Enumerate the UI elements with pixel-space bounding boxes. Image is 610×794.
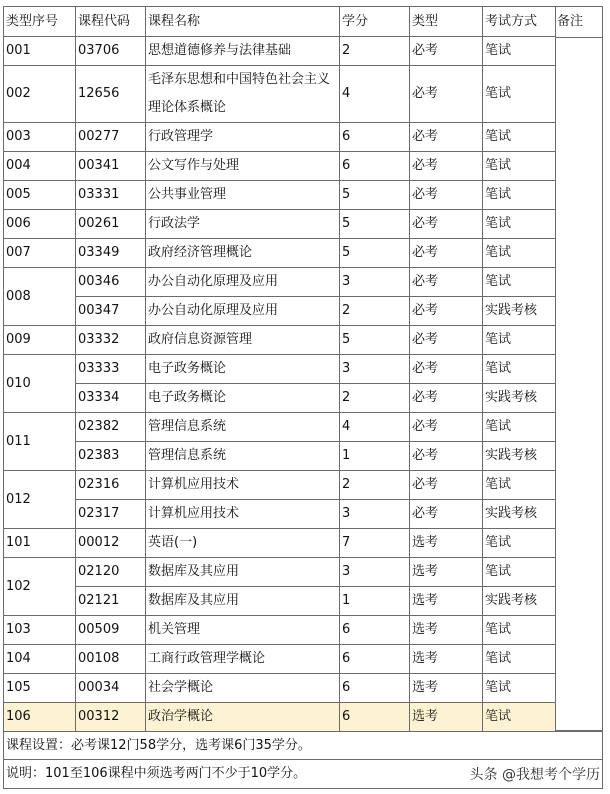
table-row: [4, 268, 556, 297]
credit-cell: 6: [340, 645, 410, 674]
seq-cell: 011: [4, 413, 76, 471]
explanation-note: 说明：101至106课程中须选考两门不少于10学分。: [3, 760, 603, 789]
table-row: [4, 384, 556, 413]
type-cell: 必考: [410, 37, 483, 66]
type-cell: 选考: [410, 645, 483, 674]
name-cell: 公文写作与处理: [146, 152, 340, 181]
table-row: [4, 616, 556, 645]
code-cell: 00261: [76, 210, 146, 239]
type-cell: 必考: [410, 384, 483, 413]
name-cell: 行政法学: [146, 210, 340, 239]
type-cell: 必考: [410, 239, 483, 268]
type-cell: 选考: [410, 529, 483, 558]
credit-cell: 4: [340, 66, 410, 123]
code-cell: 02383: [76, 442, 146, 471]
code-cell: 00509: [76, 616, 146, 645]
credit-cell: 3: [340, 500, 410, 529]
name-cell: 数据库及其应用: [146, 587, 340, 616]
name-cell: 机关管理: [146, 616, 340, 645]
exam-cell: 笔试: [483, 558, 556, 587]
exam-cell: 笔试: [483, 326, 556, 355]
exam-cell: 笔试: [483, 413, 556, 442]
seq-cell: 104: [4, 645, 76, 674]
credit-cell: 5: [340, 239, 410, 268]
table-row: [4, 442, 556, 471]
seq-cell: 102: [4, 558, 76, 616]
name-cell: 政治学概论: [146, 703, 340, 732]
table-row: [4, 500, 556, 529]
header-cell: 类型: [410, 7, 483, 37]
name-cell: 计算机应用技术: [146, 500, 340, 529]
remark-header: 备注: [555, 7, 602, 38]
header-cell: 学分: [340, 7, 410, 37]
name-cell: 电子政务概论: [146, 355, 340, 384]
credit-cell: 3: [340, 355, 410, 384]
name-cell: 毛泽东思想和中国特色社会主义理论体系概论: [146, 66, 340, 123]
exam-cell: 实践考核: [483, 587, 556, 616]
remark-column: [555, 6, 603, 731]
name-cell: 管理信息系统: [146, 413, 340, 442]
table-row: [4, 326, 556, 355]
seq-cell: 006: [4, 210, 76, 239]
code-cell: 02120: [76, 558, 146, 587]
credit-cell: 2: [340, 297, 410, 326]
code-cell: 00034: [76, 674, 146, 703]
code-cell: 00347: [76, 297, 146, 326]
seq-cell: 002: [4, 66, 76, 123]
exam-cell: 笔试: [483, 616, 556, 645]
exam-cell: 笔试: [483, 123, 556, 152]
name-cell: 社会学概论: [146, 674, 340, 703]
exam-cell: 实践考核: [483, 442, 556, 471]
course-table: [3, 6, 556, 732]
exam-cell: 实践考核: [483, 500, 556, 529]
seq-cell: 007: [4, 239, 76, 268]
credit-cell: 2: [340, 384, 410, 413]
exam-cell: 笔试: [483, 703, 556, 732]
code-cell: 00012: [76, 529, 146, 558]
exam-cell: 笔试: [483, 239, 556, 268]
table-row: [4, 181, 556, 210]
exam-cell: 笔试: [483, 152, 556, 181]
seq-cell: 005: [4, 181, 76, 210]
code-cell: 03331: [76, 181, 146, 210]
name-cell: 英语(一): [146, 529, 340, 558]
type-cell: 必考: [410, 66, 483, 123]
type-cell: 选考: [410, 616, 483, 645]
name-cell: 工商行政管理学概论: [146, 645, 340, 674]
table-row: [4, 355, 556, 384]
code-cell: 00346: [76, 268, 146, 297]
header-cell: 课程名称: [146, 7, 340, 37]
credit-cell: 5: [340, 326, 410, 355]
seq-cell: 008: [4, 268, 76, 326]
credit-cell: 5: [340, 210, 410, 239]
table-row: [4, 645, 556, 674]
table-row: [4, 674, 556, 703]
type-cell: 必考: [410, 152, 483, 181]
name-cell: 管理信息系统: [146, 442, 340, 471]
name-cell: 办公自动化原理及应用: [146, 297, 340, 326]
credit-cell: 2: [340, 37, 410, 66]
code-cell: 02316: [76, 471, 146, 500]
seq-cell: 101: [4, 529, 76, 558]
name-cell: 计算机应用技术: [146, 471, 340, 500]
table-row: [4, 587, 556, 616]
type-cell: 必考: [410, 471, 483, 500]
exam-cell: 笔试: [483, 268, 556, 297]
header-cell: 课程代码: [76, 7, 146, 37]
seq-cell: 105: [4, 674, 76, 703]
code-cell: 00108: [76, 645, 146, 674]
name-cell: 公共事业管理: [146, 181, 340, 210]
seq-cell: 103: [4, 616, 76, 645]
table-row: [4, 413, 556, 442]
code-cell: 02317: [76, 500, 146, 529]
seq-cell: 001: [4, 37, 76, 66]
exam-cell: 笔试: [483, 181, 556, 210]
name-cell: 行政管理学: [146, 123, 340, 152]
credit-cell: 6: [340, 674, 410, 703]
code-cell: 00277: [76, 123, 146, 152]
credit-cell: 7: [340, 529, 410, 558]
exam-cell: 笔试: [483, 674, 556, 703]
credit-cell: 4: [340, 413, 410, 442]
table-row: [4, 152, 556, 181]
name-cell: 政府信息资源管理: [146, 326, 340, 355]
type-cell: 必考: [410, 413, 483, 442]
type-cell: 选考: [410, 587, 483, 616]
exam-cell: 笔试: [483, 37, 556, 66]
code-cell: 03333: [76, 355, 146, 384]
table-row: [4, 123, 556, 152]
name-cell: 电子政务概论: [146, 384, 340, 413]
credit-cell: 6: [340, 123, 410, 152]
type-cell: 必考: [410, 181, 483, 210]
type-cell: 必考: [410, 442, 483, 471]
type-cell: 选考: [410, 703, 483, 732]
table-row: [4, 37, 556, 66]
credit-cell: 1: [340, 587, 410, 616]
code-cell: 00312: [76, 703, 146, 732]
name-cell: 办公自动化原理及应用: [146, 268, 340, 297]
credit-cell: 6: [340, 152, 410, 181]
name-cell: 数据库及其应用: [146, 558, 340, 587]
credit-cell: 6: [340, 616, 410, 645]
type-cell: 选考: [410, 674, 483, 703]
type-cell: 必考: [410, 268, 483, 297]
credit-cell: 6: [340, 703, 410, 732]
type-cell: 必考: [410, 500, 483, 529]
exam-cell: 笔试: [483, 210, 556, 239]
code-cell: 03349: [76, 239, 146, 268]
exam-cell: 笔试: [483, 529, 556, 558]
seq-cell: 012: [4, 471, 76, 529]
code-cell: 00341: [76, 152, 146, 181]
code-cell: 12656: [76, 66, 146, 123]
table-row: [4, 529, 556, 558]
code-cell: 02382: [76, 413, 146, 442]
seq-cell: 004: [4, 152, 76, 181]
seq-cell: 010: [4, 355, 76, 413]
credit-cell: 5: [340, 181, 410, 210]
table-row-highlighted: [4, 703, 556, 732]
name-cell: 政府经济管理概论: [146, 239, 340, 268]
exam-cell: 笔试: [483, 471, 556, 500]
code-cell: 03332: [76, 326, 146, 355]
table-row: [4, 210, 556, 239]
type-cell: 必考: [410, 326, 483, 355]
code-cell: 03706: [76, 37, 146, 66]
table-row: [4, 558, 556, 587]
credit-cell: 3: [340, 268, 410, 297]
table-row: [4, 239, 556, 268]
exam-cell: 实践考核: [483, 297, 556, 326]
course-table-wrapper: [3, 6, 605, 732]
code-cell: 03334: [76, 384, 146, 413]
type-cell: 选考: [410, 558, 483, 587]
watermark: 头条 @我想考个学历: [468, 764, 602, 784]
table-row: [4, 66, 556, 123]
code-cell: 02121: [76, 587, 146, 616]
header-cell: 类型序号: [4, 7, 76, 37]
exam-cell: 笔试: [483, 66, 556, 123]
course-setting-note: 课程设置：必考课12门58学分，选考课6门35学分。: [3, 731, 603, 760]
credit-cell: 2: [340, 471, 410, 500]
credit-cell: 3: [340, 558, 410, 587]
seq-cell: 003: [4, 123, 76, 152]
name-cell: 思想道德修养与法律基础: [146, 37, 340, 66]
credit-cell: 1: [340, 442, 410, 471]
type-cell: 必考: [410, 297, 483, 326]
type-cell: 必考: [410, 123, 483, 152]
exam-cell: 实践考核: [483, 384, 556, 413]
exam-cell: 笔试: [483, 645, 556, 674]
type-cell: 必考: [410, 210, 483, 239]
seq-cell: 106: [4, 703, 76, 732]
seq-cell: 009: [4, 326, 76, 355]
table-row: [4, 471, 556, 500]
exam-cell: 笔试: [483, 355, 556, 384]
type-cell: 必考: [410, 355, 483, 384]
table-row: [4, 297, 556, 326]
header-cell: 考试方式: [483, 7, 556, 37]
table-header-row: [4, 7, 556, 37]
